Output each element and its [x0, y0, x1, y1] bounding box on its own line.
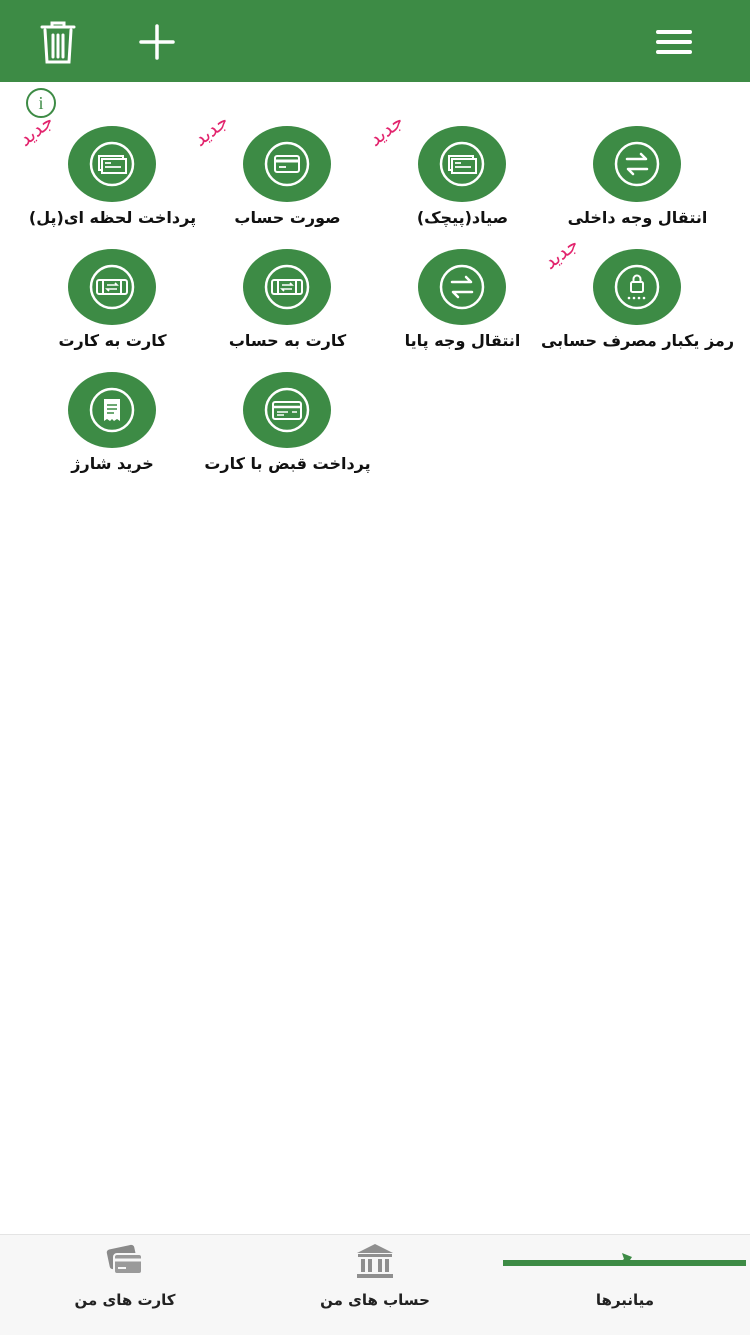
tile-icon-circle: [418, 249, 506, 325]
nav-label: حساب های من: [320, 1291, 430, 1309]
tile-label: صیاد(پیچک): [416, 208, 509, 227]
tile-label: خرید شارژ: [71, 454, 154, 473]
tile-icon-circle: [68, 126, 156, 202]
tile-pol-payment[interactable]: [14, 110, 200, 240]
info-icon[interactable]: i: [26, 88, 56, 118]
tile-bill-payment[interactable]: [200, 368, 375, 486]
tile-icon-circle: [593, 249, 681, 325]
cheque-icon: [87, 139, 137, 189]
shortcut-icon: [614, 1249, 634, 1269]
tile-label: پرداخت قبض با کارت: [204, 454, 371, 473]
tile-buy-charge[interactable]: [25, 368, 200, 486]
swap-arrows-icon: [437, 262, 487, 312]
tile-card-to-account[interactable]: [200, 245, 375, 363]
card-transfer-icon: [262, 262, 312, 312]
tile-one-time-password[interactable]: [539, 233, 735, 363]
tile-paya-transfer[interactable]: [375, 245, 550, 363]
bottom-navigation: [0, 1234, 750, 1335]
card-transfer-icon: [87, 262, 137, 312]
new-badge: جدید: [364, 110, 407, 152]
tile-icon-circle: [68, 249, 156, 325]
menu-icon: [650, 18, 698, 66]
trash-icon: [34, 18, 82, 66]
tile-label: انتقال وجه پایا: [404, 331, 521, 350]
tile-label: کارت به حساب: [228, 331, 347, 350]
new-badge: جدید: [189, 110, 232, 152]
tile-internal-transfer[interactable]: [550, 122, 725, 240]
tile-icon-circle: [593, 126, 681, 202]
delete-button[interactable]: [34, 18, 82, 66]
tile-label: رمز یکبار مصرف حسابی: [540, 331, 735, 350]
receipt-icon: [87, 385, 137, 435]
bill-card-icon: [262, 385, 312, 435]
new-badge: جدید: [539, 233, 582, 275]
add-button[interactable]: [133, 18, 181, 66]
nav-label: میانبرها: [595, 1291, 655, 1309]
tile-icon-circle: [418, 126, 506, 202]
card-statement-icon: [262, 139, 312, 189]
menu-button[interactable]: [650, 18, 698, 66]
tile-account-statement[interactable]: [189, 110, 375, 240]
tile-label: کارت به کارت: [58, 331, 167, 350]
top-app-bar: [0, 0, 750, 82]
swap-arrows-icon: [612, 139, 662, 189]
tile-label: پرداخت لحظه ای(پل): [28, 208, 197, 227]
plus-icon: [133, 18, 181, 66]
new-badge: جدید: [14, 110, 57, 152]
tile-icon-circle: [243, 126, 331, 202]
tile-icon-circle: [68, 372, 156, 448]
lock-password-icon: [612, 262, 662, 312]
nav-my-cards[interactable]: [0, 1235, 250, 1335]
cheque-icon: [437, 139, 487, 189]
nav-my-accounts[interactable]: [250, 1235, 500, 1335]
tile-card-to-card[interactable]: [25, 245, 200, 363]
tile-label: انتقال وجه داخلی: [567, 208, 708, 227]
bank-icon: [354, 1241, 396, 1281]
cards-icon: [104, 1241, 146, 1281]
tile-sayad-cheque[interactable]: [364, 110, 550, 240]
nav-label: کارت های من: [74, 1291, 176, 1309]
tile-icon-circle: [243, 372, 331, 448]
tile-icon-circle: [243, 249, 331, 325]
tile-label: صورت حساب: [234, 208, 341, 227]
